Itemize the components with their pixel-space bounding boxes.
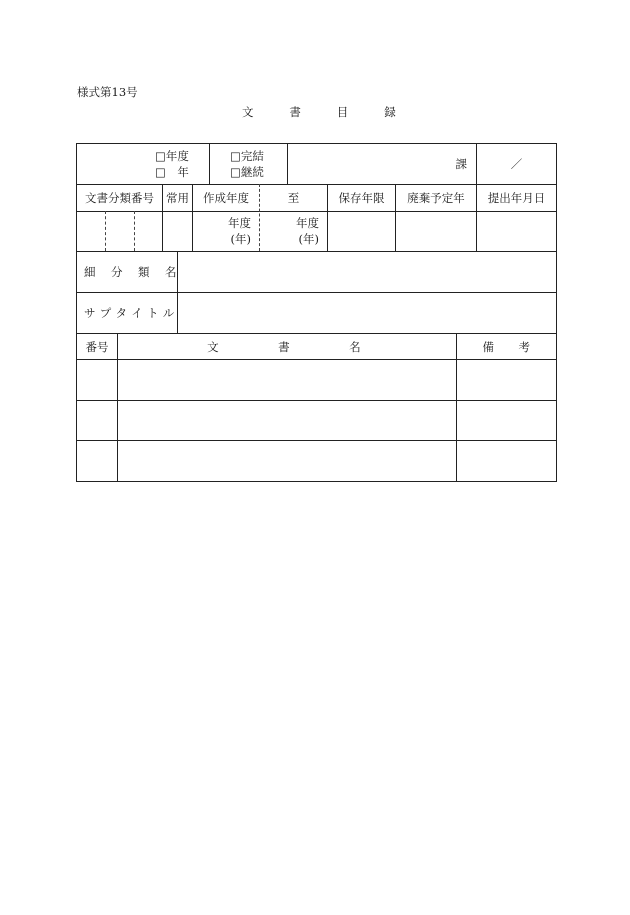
list-row-remarks <box>457 360 556 400</box>
list-row-remarks <box>457 401 556 440</box>
header-retention-period: 保存年限 <box>338 191 385 205</box>
completed-checkbox-option: □完結 <box>230 149 264 163</box>
list-header-remarks <box>457 334 556 359</box>
header-submission-date: 提出年月日 <box>487 191 546 205</box>
list-header-remarks-label: 備 考 <box>482 339 531 354</box>
classification-number-segment <box>77 212 105 251</box>
submission-date-value <box>477 212 556 251</box>
year-type-cell <box>77 144 209 184</box>
period-from-calendar-label: (年) <box>230 231 251 246</box>
period-to-cell <box>260 212 327 251</box>
department-cell <box>288 144 476 184</box>
list-row-remarks <box>457 441 556 481</box>
regular-use-value <box>163 212 192 251</box>
status-cell <box>210 144 287 184</box>
period-from-year-label: 年度 <box>228 215 251 230</box>
classification-number-segment <box>106 212 134 251</box>
document-catalog-table <box>76 143 557 482</box>
subtitle-label: サ プ タ イ ト ル <box>84 306 175 320</box>
status-options <box>230 148 264 180</box>
list-row-number <box>77 441 117 481</box>
year-type-options <box>155 148 189 180</box>
list-row-document-name <box>118 360 456 400</box>
list-header-document-name-label: 文 書 名 <box>207 339 367 354</box>
subtitle-value <box>178 293 556 333</box>
separator-cell <box>477 144 556 184</box>
slash-separator: ／ <box>510 157 523 171</box>
header-disposal-year: 廃棄予定年 <box>407 191 465 205</box>
retention-period-value <box>328 212 395 251</box>
fiscal-year-checkbox-option: □年度 <box>155 149 189 163</box>
classification-number-segment <box>135 212 162 251</box>
list-header-document-name <box>118 334 456 359</box>
list-row-number <box>77 360 117 400</box>
list-header-number-label: 番号 <box>85 339 109 354</box>
period-from-cell <box>193 212 259 251</box>
disposal-year-value <box>396 212 476 251</box>
header-regular-use: 常用 <box>166 191 189 205</box>
subclass-label-cell <box>77 252 177 292</box>
subclass-value <box>178 252 556 292</box>
header-until: 至 <box>287 191 300 205</box>
page-title: 文 書 目 録 <box>242 105 400 119</box>
subtitle-label-cell <box>77 293 177 333</box>
subclass-label: 細 分 類 名 <box>84 265 179 279</box>
calendar-year-checkbox-option: □ 年 <box>155 165 189 179</box>
period-to-calendar-label: (年) <box>298 231 319 246</box>
list-row-number <box>77 401 117 440</box>
department-label: 課 <box>455 157 467 171</box>
form-number: 様式第13号 <box>77 85 138 99</box>
list-row-document-name <box>118 441 456 481</box>
list-row-document-name <box>118 401 456 440</box>
header-created-year: 作成年度 <box>203 191 249 205</box>
header-classification-number: 文書分類番号 <box>85 191 154 205</box>
continuing-checkbox-option: □継続 <box>230 165 264 179</box>
list-header-number <box>77 334 117 359</box>
period-to-year-label: 年度 <box>296 215 319 230</box>
